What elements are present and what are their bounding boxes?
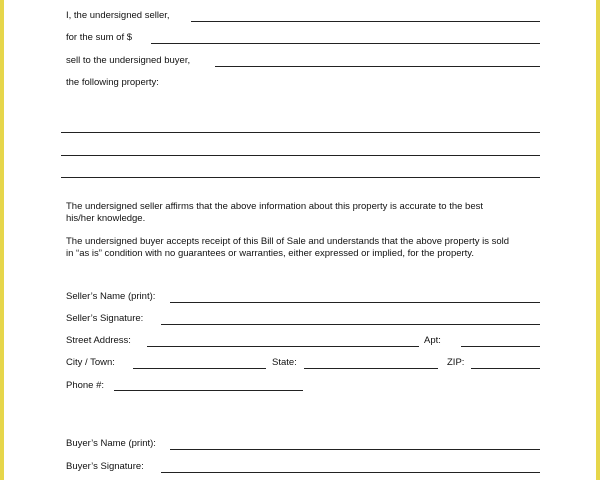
state-label: State:: [272, 357, 297, 368]
property-line-2[interactable]: [61, 155, 540, 156]
state-line[interactable]: [304, 368, 438, 369]
buyer-name-print-line[interactable]: [170, 449, 540, 450]
apt-line[interactable]: [461, 346, 540, 347]
city-town-label: City / Town:: [66, 357, 115, 368]
buyer-acceptance-line-2: in “as is” condition with no guarantees or warranties, either expressed or implied, for the property.: [66, 247, 474, 259]
sum-label: for the sum of $: [66, 32, 133, 43]
zip-label: ZIP:: [447, 357, 465, 368]
city-town-line[interactable]: [133, 368, 266, 369]
seller-affirmation-line-1: The undersigned seller affirms that the above information about this property is accurate to the best: [66, 201, 484, 212]
buyer-name-line[interactable]: [215, 66, 540, 67]
zip-line[interactable]: [471, 368, 540, 369]
buyer-name-label: Buyer’s Name (print):: [66, 438, 156, 449]
buyer-acceptance-line-1: The undersigned buyer accepts receipt of this Bill of Sale and understands that the above property is sold: [66, 236, 510, 247]
buyer-acceptance: [66, 236, 546, 259]
phone-label: Phone #:: [66, 380, 105, 391]
seller-intro-label: I, the undersigned seller,: [66, 10, 170, 21]
street-address-label: Street Address:: [66, 335, 131, 346]
buyer-signature-line[interactable]: [161, 472, 540, 473]
sum-line[interactable]: [151, 43, 540, 44]
seller-name-line[interactable]: [170, 302, 540, 303]
property-line-3[interactable]: [61, 177, 540, 178]
property-line-1[interactable]: [61, 132, 540, 133]
street-address-line[interactable]: [147, 346, 419, 347]
seller-signature-label: Seller’s Signature:: [66, 313, 144, 324]
sell-to-label: sell to the undersigned buyer,: [66, 55, 191, 66]
property-label: the following property:: [66, 77, 159, 88]
seller-name-label: Seller’s Name (print):: [66, 291, 156, 302]
apt-label: Apt:: [424, 335, 441, 346]
seller-signature-line[interactable]: [161, 324, 540, 325]
phone-line[interactable]: [114, 390, 303, 391]
seller-affirmation: [66, 201, 546, 224]
seller-intro-line[interactable]: [191, 21, 540, 22]
seller-affirmation-line-2: his/her knowledge.: [66, 212, 146, 224]
buyer-signature-label: Buyer’s Signature:: [66, 461, 144, 472]
